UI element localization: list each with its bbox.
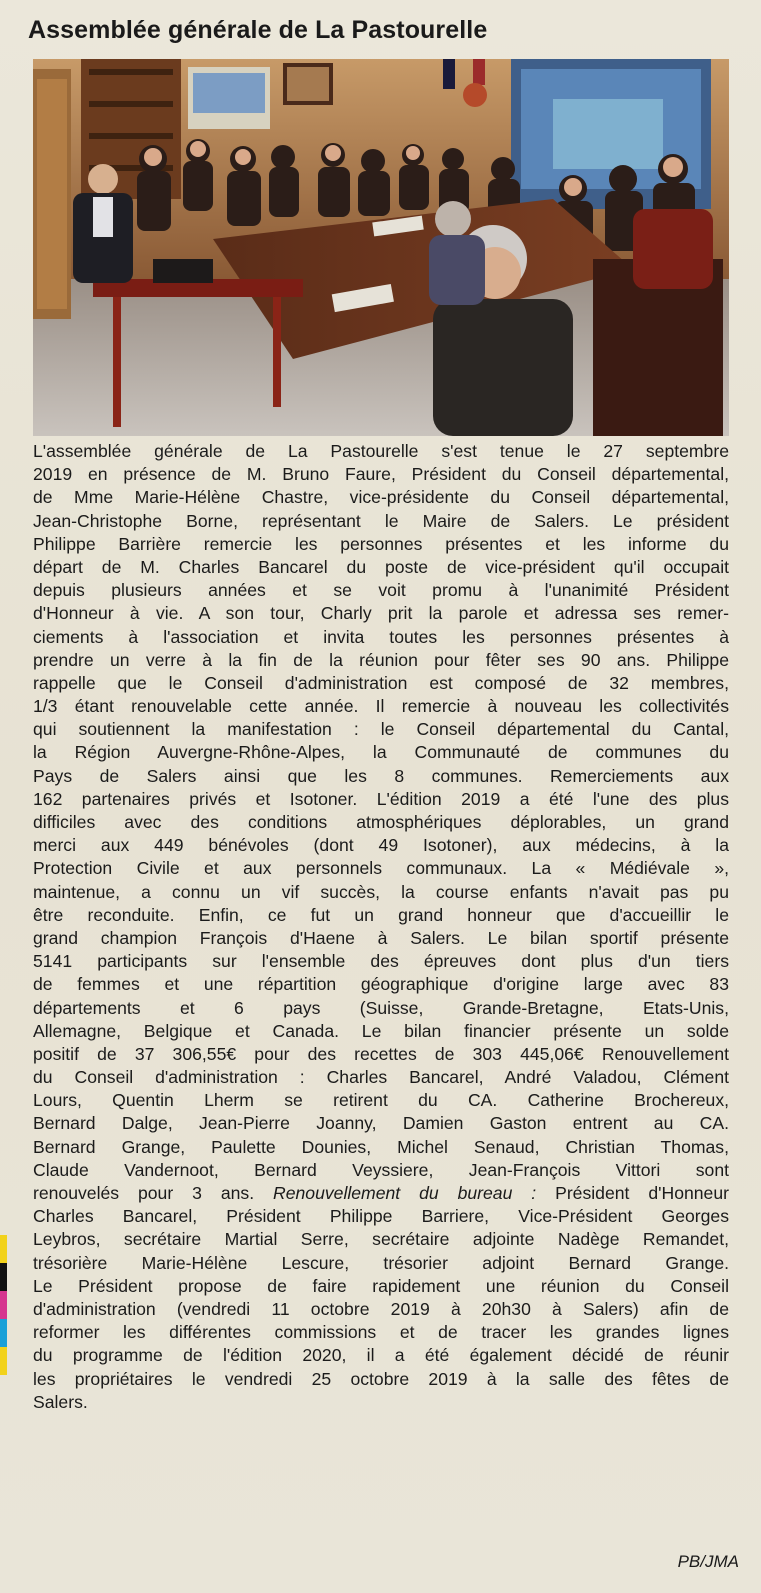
body-line: Salers. (33, 1391, 88, 1412)
body-line: de Mme Marie-Hélène Chastre, vice-présidente du Conseil départemental, (33, 487, 729, 508)
registration-yellow (0, 1235, 7, 1263)
body-line: difficiles avec des conditions atmosphériques déplorables, un grand (33, 812, 729, 832)
body-line: Philippe Barrière remercie les personnes présentes et les informe du (33, 533, 729, 554)
body-line: du programme de l'édition 2020, il a été également décidé de réunir (33, 1345, 729, 1366)
bureau-renewal-heading: Renouvellement du bureau : (273, 1183, 537, 1203)
body-line: grand champion François d'Haene à Salers. Le bilan sportif présente (33, 927, 729, 948)
body-line: maintenue, a connu un vif succès, la course enfants n'avait pas pu (33, 881, 729, 902)
body-line: merci aux 449 bénévoles (dont 49 Isotoner), aux médecins, à la (33, 835, 729, 856)
body-line: du Conseil d'administration : Charles Bancarel, André Valadou, Clément (33, 1067, 729, 1088)
registration-black (0, 1263, 7, 1291)
body-line: les propriétaires le vendredi 25 octobre 2019 à la salle des fêtes de (33, 1368, 729, 1389)
article-photo (33, 59, 729, 436)
body-line: Leybros, secrétaire Martial Serre, secrétaire adjointe Nadège Remandet, (33, 1229, 729, 1250)
body-line-mixed (33, 1182, 729, 1205)
registration-cyan (0, 1319, 7, 1347)
meeting-photo-illustration (33, 59, 729, 436)
body-line: Pays de Salers ainsi que les 8 communes. Remerciements aux (33, 765, 729, 786)
body-line: 162 partenaires privés et Isotoner. L'édition 2019 a été l'une des plus (33, 788, 729, 809)
body-line: d'Honneur à vie. A son tour, Charly prit la parole et adressa ses remer- (33, 603, 729, 624)
body-line-rest: Président d'Honneur (536, 1183, 729, 1203)
body-line-lead: renouvelés pour 3 ans. (33, 1183, 274, 1203)
body-line: Protection Civile et aux personnels communaux. La « Médiévale », (33, 858, 729, 879)
body-line: ciements à l'association et invita toutes les personnes présentes à (33, 626, 729, 647)
body-line: Claude Vandernoot, Bernard Veyssiere, Jean-François Vittori sont (33, 1159, 729, 1180)
body-line: reformer les différentes commissions et de tracer les grandes lignes (33, 1322, 729, 1343)
author-byline: PB/JMA (677, 1552, 739, 1571)
registration-yellow-2 (0, 1347, 7, 1375)
body-line: Lours, Quentin Lherm se retirent du CA. Catherine Brochereux, (33, 1090, 729, 1111)
body-line: rappelle que le Conseil d'administration est composé de 32 membres, (33, 672, 729, 693)
body-line: Jean-Christophe Borne, représentant le Maire de Salers. Le président (33, 510, 729, 531)
article-body (33, 440, 729, 1414)
registration-magenta (0, 1291, 7, 1319)
body-line: Le Président propose de faire rapidement une réunion du Conseil (33, 1275, 729, 1296)
article-title: Assemblée générale de La Pastourelle (28, 16, 488, 44)
body-line: 1/3 étant renouvelable cette année. Il remercie à nouveau les collectivités (33, 696, 729, 717)
body-line: départements et 6 pays (Suisse, Grande-Bretagne, Etats-Unis, (33, 997, 729, 1018)
body-line: qui soutiennent la manifestation : le Conseil départemental du Cantal, (33, 719, 729, 740)
body-line: depuis plusieurs années et se voit promu à l'unanimité Président (33, 580, 729, 601)
body-line: d'administration (vendredi 11 octobre 2019 à 20h30 à Salers) afin de (33, 1298, 729, 1319)
body-line: de femmes et une répartition géographique d'origine large avec 83 (33, 974, 729, 995)
body-line: trésorière Marie-Hélène Lescure, trésorier adjoint Bernard Grange. (33, 1252, 729, 1273)
body-line: 2019 en présence de M. Bruno Faure, Président du Conseil départemental, (33, 464, 729, 485)
print-registration-marks (0, 1235, 7, 1375)
body-line: Bernard Grange, Paulette Dounies, Michel Senaud, Christian Thomas, (33, 1136, 729, 1157)
body-line: L'assemblée générale de La Pastourelle s'est tenue le 27 septembre (33, 441, 729, 461)
body-line: être reconduite. Enfin, ce fut un grand honneur que d'accueillir le (33, 904, 729, 925)
body-line: départ de M. Charles Bancarel du poste de vice-président qu'il occupait (33, 556, 729, 577)
body-line: prendre un verre à la fin de la réunion pour fêter ses 90 ans. Philippe (33, 649, 729, 670)
body-line: positif de 37 306,55€ pour des recettes de 303 445,06€ Renouvellement (33, 1043, 729, 1064)
body-line: Allemagne, Belgique et Canada. Le bilan financier présente un solde (33, 1020, 729, 1041)
body-line: 5141 participants sur l'ensemble des épreuves dont plus d'un tiers (33, 951, 729, 972)
body-line: la Région Auvergne-Rhône-Alpes, la Communauté de communes du (33, 742, 729, 763)
body-line: Bernard Dalge, Jean-Pierre Joanny, Damien Gaston entrent au CA. (33, 1113, 729, 1134)
body-line: Charles Bancarel, Président Philippe Barriere, Vice-Président Georges (33, 1206, 729, 1227)
